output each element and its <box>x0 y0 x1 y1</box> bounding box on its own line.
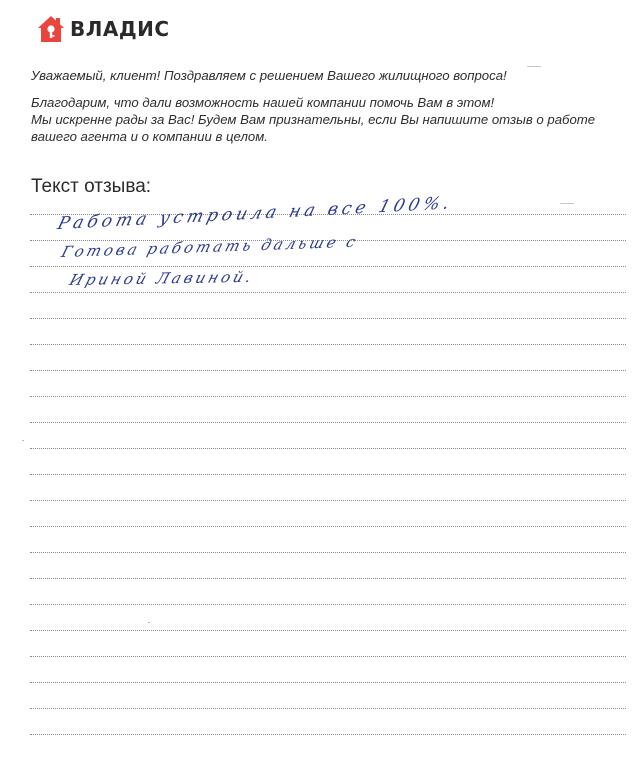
review-title: Текст отзыва: <box>31 176 152 197</box>
writing-rule <box>30 500 626 501</box>
writing-rule <box>30 656 626 657</box>
intro-text <box>31 67 611 145</box>
writing-rule <box>30 708 626 709</box>
writing-rule <box>30 370 626 371</box>
intro-line-1: Благодарим, что дали возможность нашей компании помочь Вам в этом! <box>31 95 495 110</box>
paper-speck <box>148 622 150 623</box>
writing-rule <box>30 240 626 241</box>
writing-rule <box>30 630 626 631</box>
writing-rule <box>30 318 626 319</box>
intro-line-2: Мы искренне рады за Вас! Будем Вам признательны, если Вы напишите отзыв о работе <box>31 112 596 127</box>
writing-rule <box>30 474 626 475</box>
writing-rule <box>30 734 626 735</box>
greeting-line: Уважаемый, клиент! Поздравляем с решением Вашего жилищного вопроса! <box>31 68 507 83</box>
writing-rule <box>30 292 626 293</box>
paper-speck <box>560 203 574 204</box>
intro-line-3: вашего агента и о компании в целом. <box>31 129 268 144</box>
writing-rule <box>30 682 626 683</box>
writing-rule <box>30 578 626 579</box>
writing-rule <box>30 422 626 423</box>
handwritten-line-1: Работа устроила на все 100%. <box>55 193 456 235</box>
writing-rule <box>30 266 626 267</box>
writing-rule <box>30 448 626 449</box>
writing-rule <box>30 396 626 397</box>
brand-logo <box>36 14 170 44</box>
writing-rule <box>30 344 626 345</box>
paper-speck <box>22 440 24 441</box>
writing-rule <box>30 526 626 527</box>
handwritten-line-2: Готова работать дальше с <box>59 232 361 262</box>
writing-rule <box>30 604 626 605</box>
house-key-icon <box>36 14 66 44</box>
writing-rule <box>30 214 626 215</box>
review-writing-area <box>30 212 626 760</box>
writing-rule <box>30 552 626 553</box>
handwritten-line-3: Ириной Лавиной. <box>67 267 257 290</box>
paper-speck <box>527 66 541 67</box>
brand-name: ВЛАДИС <box>70 17 170 41</box>
